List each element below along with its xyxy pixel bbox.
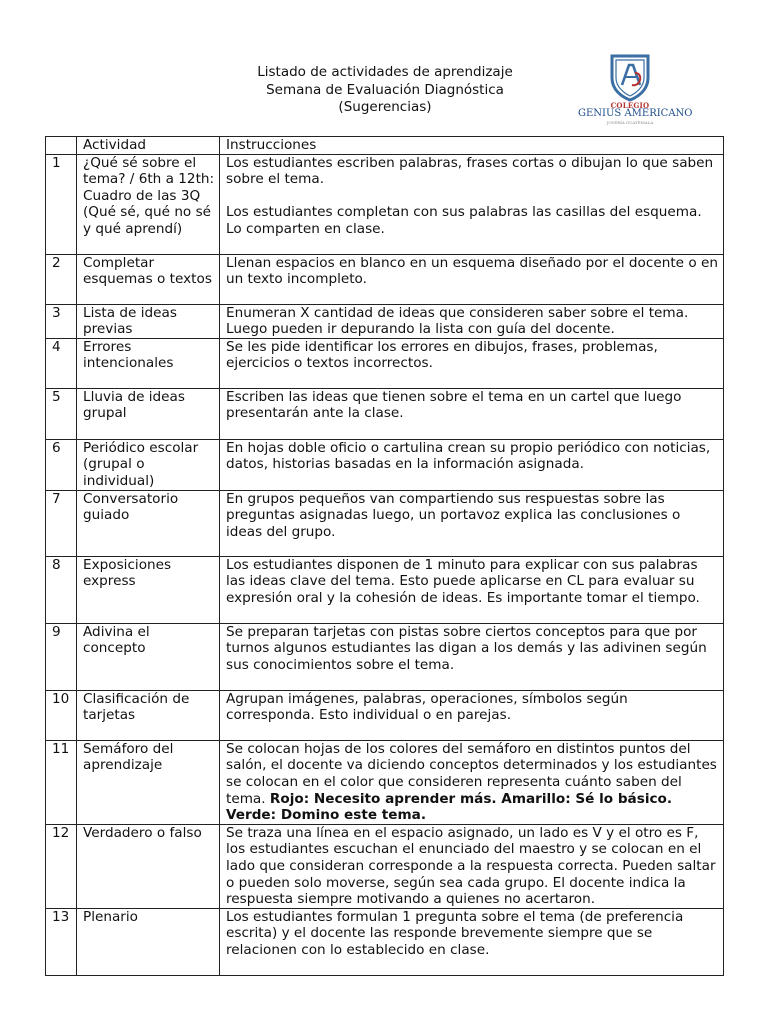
row-instructions: Se traza una línea en el espacio asignado, un lado es V y el otro es F, los estudiantes escuchan el enunciado del maestro y se colocan en el lado que consideran corresponde a la respuesta correcta. Pueden saltar o pueden solo moverse, según sea cada grupo. El docente indica la respuesta siempre motivando a quienes no acertaron. bbox=[220, 824, 724, 908]
row-number: 5 bbox=[46, 388, 77, 439]
row-number: 12 bbox=[46, 824, 77, 908]
row-instructions: Los estudiantes disponen de 1 minuto para explicar con sus palabras las ideas clave del tema. Esto puede aplicarse en CL para evaluar su expresión oral y la cohesión de ideas. Es importante tomar el tiempo. bbox=[220, 556, 724, 623]
row-instructions bbox=[220, 740, 724, 824]
header-number bbox=[46, 137, 77, 155]
activities-table bbox=[45, 136, 724, 976]
row-instructions: Escriben las ideas que tienen sobre el tema en un cartel que luego presentarán ante la clase. bbox=[220, 388, 724, 439]
row-number: 10 bbox=[46, 690, 77, 740]
row-number: 8 bbox=[46, 556, 77, 623]
row-activity: Semáforo del aprendizaje bbox=[77, 740, 220, 824]
row-instructions: En hojas doble oficio o cartulina crean su propio periódico con noticias, datos, historias basadas en la información asignada. bbox=[220, 439, 724, 490]
row-instructions: Enumeran X cantidad de ideas que consideren saber sobre el tema. Luego pueden ir depurando la lista con guía del docente. bbox=[220, 304, 724, 338]
row-number: 2 bbox=[46, 254, 77, 304]
row-activity: Completar esquemas o textos bbox=[77, 254, 220, 304]
row-activity: Clasificación de tarjetas bbox=[77, 690, 220, 740]
document-header bbox=[230, 64, 540, 117]
row-instructions: En grupos pequeños van compartiendo sus respuestas sobre las preguntas asignadas luego, un portavoz explica las conclusiones o ideas del grupo. bbox=[220, 490, 724, 556]
row-activity: Periódico escolar (grupal o individual) bbox=[77, 439, 220, 490]
logo-text-colegio: COLEGIO bbox=[610, 101, 650, 110]
row-activity: Exposiciones express bbox=[77, 556, 220, 623]
row-number: 6 bbox=[46, 439, 77, 490]
table-row bbox=[46, 623, 724, 690]
document-note: (Sugerencias) bbox=[338, 99, 432, 115]
traffic-light-legend: Rojo: Necesito aprender más. Amarillo: Sé lo básico. Verde: Domino este tema. bbox=[226, 790, 673, 824]
instruction-text: Se colocan hojas de los colores del semáforo en distintos puntos del salón, el docente va diciendo conceptos determinados y los estudiantes se colocan en el color que consideren representa cuánto saben del tema. bbox=[226, 740, 717, 807]
header-activity: Actividad bbox=[77, 137, 220, 155]
logo-text-name: GENIUS AMERICANO bbox=[578, 108, 693, 119]
table-row bbox=[46, 338, 724, 388]
row-instructions: Se preparan tarjetas con pistas sobre ciertos conceptos para que por turnos algunos estudiantes las digan a los demás y las adivinen según sus conocimientos sobre el tema. bbox=[220, 623, 724, 690]
logo-text-tagline: JOYERÍA GUATEMALA bbox=[606, 120, 654, 125]
row-activity: Lluvia de ideas grupal bbox=[77, 388, 220, 439]
table-row bbox=[46, 439, 724, 490]
row-activity: Errores intencionales bbox=[77, 338, 220, 388]
row-number: 13 bbox=[46, 908, 77, 975]
row-number: 3 bbox=[46, 304, 77, 338]
instruction-paragraph: Los estudiantes completan con sus palabras las casillas del esquema. Lo comparten en clase. bbox=[226, 204, 702, 237]
table-row bbox=[46, 154, 724, 254]
table-row bbox=[46, 254, 724, 304]
row-instructions bbox=[220, 154, 724, 254]
document-title: Listado de actividades de aprendizaje bbox=[257, 64, 513, 80]
row-activity: Lista de ideas previas bbox=[77, 304, 220, 338]
row-instructions: Se les pide identificar los errores en dibujos, frases, problemas, ejercicios o textos incorrectos. bbox=[220, 338, 724, 388]
row-number: 11 bbox=[46, 740, 77, 824]
instruction-paragraph: Los estudiantes escriben palabras, frases cortas o dibujan lo que saben sobre el tema. bbox=[226, 154, 714, 188]
row-activity: Conversatorio guiado bbox=[77, 490, 220, 556]
table-row bbox=[46, 740, 724, 824]
document-subtitle: Semana de Evaluación Diagnóstica bbox=[266, 81, 504, 98]
table-row bbox=[46, 690, 724, 740]
header-instructions: Instrucciones bbox=[220, 137, 724, 155]
table-row bbox=[46, 908, 724, 975]
row-number: 4 bbox=[46, 338, 77, 388]
table-header-row bbox=[46, 137, 724, 155]
school-logo bbox=[578, 52, 693, 125]
table-row bbox=[46, 304, 724, 338]
row-number: 7 bbox=[46, 490, 77, 556]
table-row bbox=[46, 824, 724, 908]
row-instructions: Los estudiantes formulan 1 pregunta sobre el tema (de preferencia escrita) y el docente las responde brevemente siempre que se relacionen con lo establecido en clase. bbox=[220, 908, 724, 975]
row-activity: Adivina el concepto bbox=[77, 623, 220, 690]
row-activity: Plenario bbox=[77, 908, 220, 975]
row-instructions: Agrupan imágenes, palabras, operaciones, símbolos según corresponda. Esto individual o en parejas. bbox=[220, 690, 724, 740]
table-row bbox=[46, 388, 724, 439]
table-row bbox=[46, 556, 724, 623]
table-row bbox=[46, 490, 724, 556]
shield-icon bbox=[608, 52, 652, 102]
row-number: 1 bbox=[46, 154, 77, 254]
row-activity: ¿Qué sé sobre el tema? / 6th a 12th: Cuadro de las 3Q (Qué sé, qué no sé y qué aprendí) bbox=[77, 154, 220, 254]
row-activity: Verdadero o falso bbox=[77, 824, 220, 908]
row-number: 9 bbox=[46, 623, 77, 690]
row-instructions: Llenan espacios en blanco en un esquema diseñado por el docente o en un texto incompleto. bbox=[220, 254, 724, 304]
